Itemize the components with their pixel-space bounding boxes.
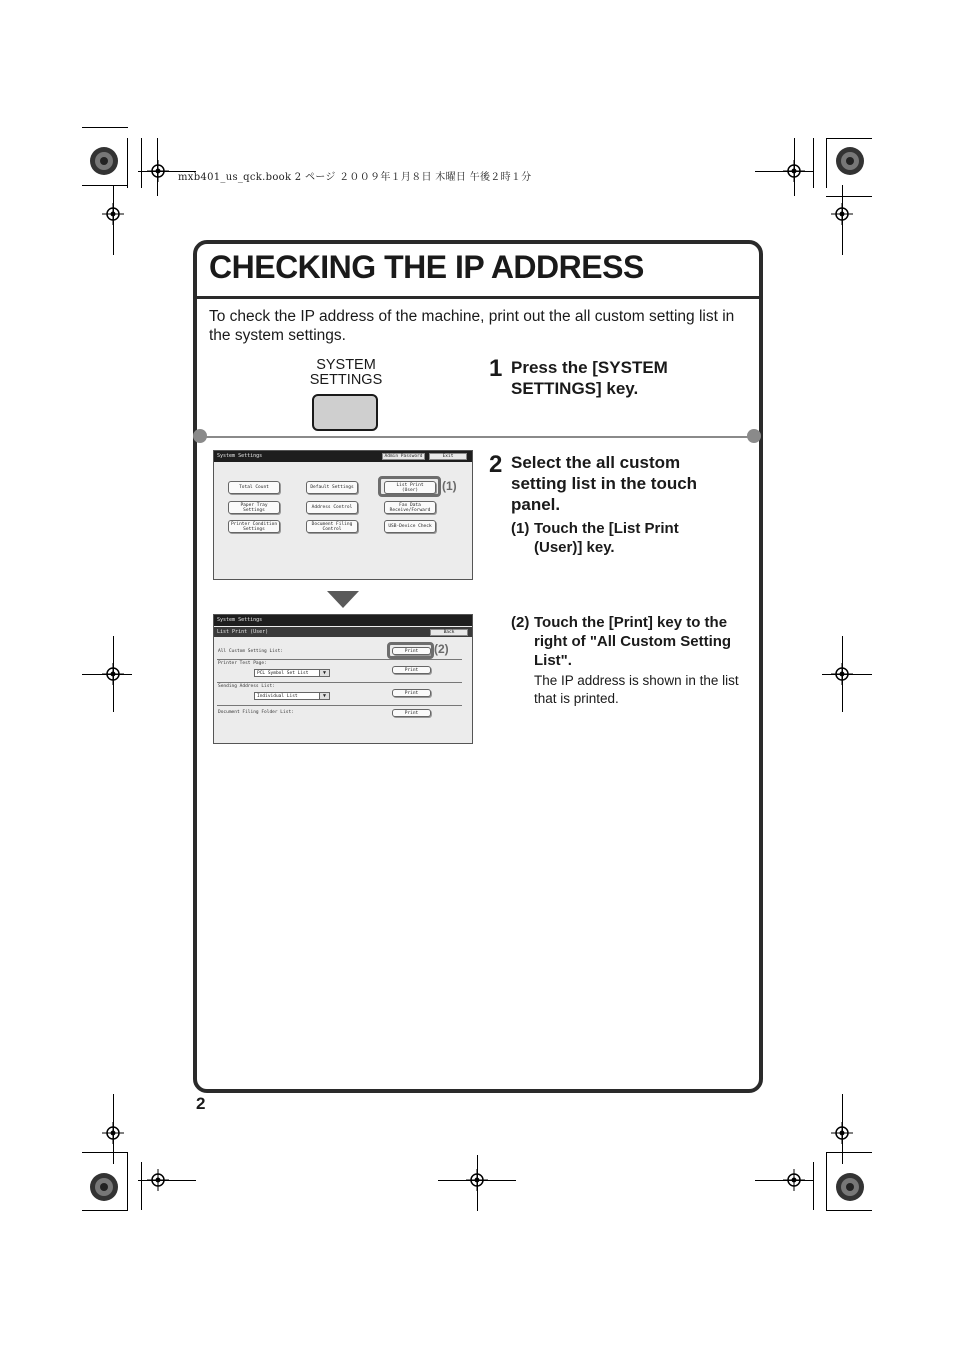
crop-mark (826, 196, 872, 197)
document-filing-control-button[interactable] (306, 520, 358, 533)
substep-1-line1: Touch the [List Print (534, 520, 679, 537)
dropdown-arrow-icon[interactable]: ▼ (319, 693, 329, 699)
down-arrow-icon (327, 591, 359, 608)
intro-paragraph: To check the IP address of the machine, print out the all custom setting list in the system settings. (209, 308, 735, 344)
back-button[interactable]: Back (430, 629, 468, 636)
step-2-line3: panel. (511, 495, 561, 514)
admin-password-button[interactable]: Admin Password (382, 453, 425, 460)
substep-2-number: (2) (511, 614, 530, 631)
registration-starburst-icon (835, 1172, 865, 1202)
crop-mark (813, 1162, 814, 1210)
registration-starburst-icon (89, 146, 119, 176)
sending-address-select-value: Individual List (257, 694, 298, 699)
document-filing-label-line1: Document Filing (311, 521, 353, 527)
printer-test-page-select[interactable] (254, 669, 330, 677)
crop-mark (826, 138, 872, 139)
row-separator (217, 659, 462, 660)
system-settings-screen (213, 450, 473, 580)
step-1-line1: Press the [SYSTEM (511, 358, 668, 377)
screen1-title-bar: System Settings (214, 451, 472, 462)
crop-mark (82, 185, 128, 186)
document-filing-folder-list-label: Document Filing Folder List: (218, 710, 294, 715)
callout-2: (2) (434, 642, 449, 656)
step-2-line1: Select the all custom (511, 453, 681, 472)
total-count-button[interactable]: Total Count (228, 481, 280, 494)
substep-2-text (534, 613, 731, 670)
crop-mark (755, 1180, 813, 1181)
registration-starburst-icon (835, 146, 865, 176)
crop-mark (813, 138, 814, 188)
document-filing-label-line2: Control (322, 526, 342, 532)
step-1-line2: SETTINGS] key. (511, 379, 639, 398)
system-settings-key (312, 394, 378, 431)
substep-2-line3: List". (534, 652, 572, 669)
step-2-line2: setting list in the touch (511, 474, 698, 493)
printer-condition-label-line2: Settings (243, 526, 265, 532)
page-title: CHECKING THE IP ADDRESS (209, 249, 644, 285)
crop-mark (755, 171, 813, 172)
crop-mark (113, 185, 114, 255)
step-1-text (511, 357, 668, 399)
crop-mark (794, 138, 795, 196)
divider-right-dot (747, 429, 761, 443)
crop-mark (141, 138, 142, 188)
substep-1-number: (1) (511, 520, 530, 537)
fax-data-label-line2: Receive/Forward (389, 507, 431, 513)
system-key-label-line1: SYSTEM (316, 357, 376, 373)
list-print-highlight (378, 476, 441, 497)
print-sending-address-button[interactable]: Print (392, 689, 431, 697)
step-2-number: 2 (489, 451, 503, 478)
substep-2-note-line1: The IP address is shown in the list (534, 673, 739, 688)
section-divider (197, 436, 759, 438)
screen2-subtitle-bar: List Print (User) (214, 627, 472, 637)
printer-condition-settings-button[interactable] (228, 520, 280, 533)
callout-1: (1) (442, 479, 457, 493)
system-key-label-line2: SETTINGS (309, 372, 383, 388)
usb-device-check-button[interactable]: USB-Device Check (384, 520, 436, 533)
list-print-screen (213, 614, 473, 744)
printer-condition-label-line1: Printer Condition (230, 521, 278, 527)
paper-tray-settings-button[interactable] (228, 501, 280, 514)
crop-mark (138, 1180, 196, 1181)
step-2-text (511, 452, 697, 515)
crop-mark (826, 1210, 872, 1211)
substep-1-line2: (User)] key. (534, 539, 615, 556)
exit-button[interactable]: Exit (429, 453, 467, 460)
crop-mark (82, 127, 128, 128)
substep-2-line2: right of "All Custom Setting (534, 633, 732, 650)
crop-mark (82, 1210, 128, 1211)
print-printer-test-button[interactable]: Print (392, 666, 431, 674)
crop-mark (127, 1152, 128, 1210)
crop-mark (826, 1152, 872, 1153)
substep-2-note (534, 672, 739, 708)
fax-data-receive-forward-button[interactable] (384, 501, 436, 514)
paper-tray-label-line2: Settings (243, 507, 265, 513)
substep-2-note-line2: that is printed. (534, 691, 619, 706)
crop-mark (842, 1094, 843, 1164)
crop-mark (141, 1162, 142, 1210)
crop-mark (826, 1152, 827, 1210)
system-settings-key-label (297, 358, 395, 388)
fax-data-label-line1: Fax Data (399, 502, 421, 508)
all-custom-setting-list-label: All Custom Setting List: (218, 649, 284, 654)
crop-mark (82, 674, 132, 675)
substep-2-line1: Touch the [Print] key to the (534, 614, 728, 631)
crop-mark (82, 1152, 128, 1153)
paper-tray-label-line1: Paper Tray (240, 502, 268, 508)
crop-mark (477, 1155, 478, 1211)
print-highlight (387, 642, 434, 659)
divider-left-dot (193, 429, 207, 443)
address-control-button[interactable]: Address Control (306, 501, 358, 514)
title-bar (197, 244, 759, 299)
step-1-number: 1 (489, 355, 503, 382)
print-document-filing-button[interactable]: Print (392, 709, 431, 717)
row-separator (217, 682, 462, 683)
print-all-custom-button[interactable]: Print (392, 647, 431, 655)
dropdown-arrow-icon[interactable]: ▼ (319, 670, 329, 676)
crop-mark (822, 674, 872, 675)
registration-starburst-icon (89, 1172, 119, 1202)
crop-mark (113, 1094, 114, 1164)
substep-1-text (534, 519, 679, 557)
crop-mark (157, 138, 158, 196)
print-header: mxb401_us_qck.book 2 ページ ２００９年１月８日 木曜日 午後２時１分 (178, 172, 532, 183)
crop-mark (842, 185, 843, 255)
crop-mark (127, 138, 128, 188)
list-print-label-line1: List Print (396, 482, 424, 488)
crop-mark (826, 138, 827, 188)
list-print-label-line2: (User) (401, 487, 419, 493)
page-number: 2 (196, 1094, 206, 1113)
printer-test-page-label: Printer Test Page: (218, 661, 267, 666)
default-settings-button[interactable]: Default Settings (306, 481, 358, 494)
printer-test-select-value: PCL Symbol Set List (257, 671, 309, 676)
row-separator (217, 705, 462, 706)
sending-address-list-label: Sending Address List: (218, 684, 275, 689)
screen2-title-bar: System Settings (214, 615, 472, 626)
sending-address-select[interactable] (254, 692, 330, 700)
